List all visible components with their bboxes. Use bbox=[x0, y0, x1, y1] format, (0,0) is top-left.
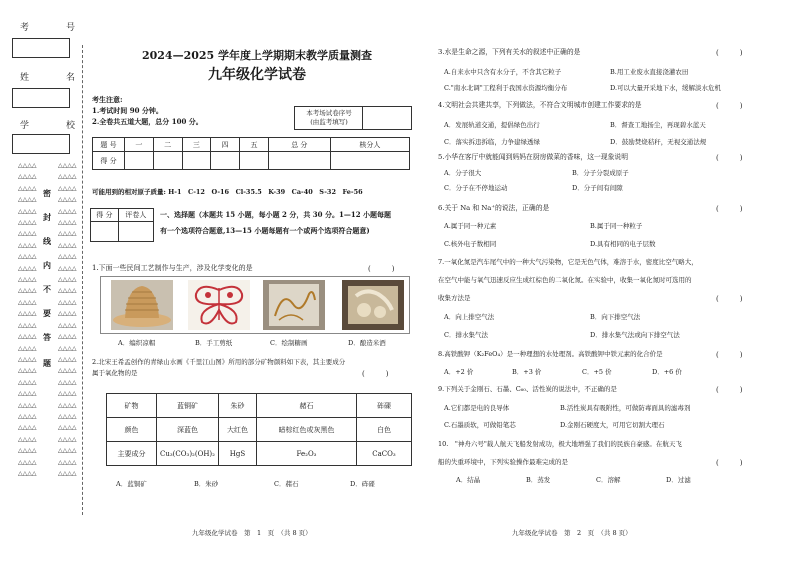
q7-option-b[interactable]: B．向下排空气法 bbox=[590, 313, 641, 321]
score-header-cell: 五 bbox=[240, 138, 269, 152]
q3-option-b[interactable]: B.用工业废水直接浇灌农田 bbox=[610, 68, 689, 76]
school-label: 学 校 bbox=[20, 121, 90, 131]
triangle-column-left: △△△△ △△△△ △△△△ △△△△ △△△△ △△△△ △△△△ △△△△ △△△△ △△△△ △△△△ △△△△ △△△△ △△△△ △△△△ △△△△ △△△△ △△△△ △△△△ △△△△ △△△△ △△△△ △△△△ △△△△ △△△△ △△△△ △△△△ △△△△ bbox=[18, 162, 37, 477]
score-cell[interactable] bbox=[153, 152, 182, 170]
q1-option-c[interactable]: C．绘制糖画 bbox=[270, 339, 308, 347]
score-header-cell: 核分人 bbox=[330, 138, 409, 152]
q2-option-c[interactable]: C．赭石 bbox=[274, 480, 299, 488]
mineral-cell: 赭石 bbox=[257, 394, 357, 418]
q2-option-d[interactable]: D．砗磲 bbox=[350, 480, 375, 488]
q6-option-d[interactable]: D.具有相同的电子层数 bbox=[590, 240, 656, 248]
note-1: 1.考试时间 90 分钟。 bbox=[92, 106, 163, 115]
seal-char: 封 bbox=[43, 212, 51, 222]
exam-no-label: 考 号 bbox=[20, 23, 90, 33]
seal-char: 不 bbox=[43, 284, 51, 294]
section1-score-box bbox=[90, 208, 154, 242]
q9-option-b[interactable]: B.活性炭具有吸附性，可做防毒面具的滤毒剂 bbox=[560, 404, 691, 412]
q3-option-c[interactable]: C."南水北调"工程利于我国水资源均衡分布 bbox=[444, 84, 568, 92]
mineral-cell: 深蓝色 bbox=[157, 418, 219, 442]
section1-score-label: 得 分 bbox=[91, 209, 119, 222]
seal-char: 密 bbox=[43, 188, 51, 198]
q6-stem: 6.关于 Na 和 Na⁺的说法，正确的是 bbox=[438, 204, 550, 212]
mineral-cell: 暗棕红色或灰黑色 bbox=[257, 418, 357, 442]
mineral-cell: CaCO₃ bbox=[357, 442, 412, 466]
mineral-cell: 主要成分 bbox=[107, 442, 157, 466]
q9-option-d[interactable]: D.金刚石硬度大，可用它切割大理石 bbox=[560, 421, 665, 429]
mineral-cell: Cu₃(CO₃)₂(OH)₂ bbox=[157, 442, 219, 466]
score-cell[interactable] bbox=[182, 152, 211, 170]
seal-char: 答 bbox=[43, 332, 51, 342]
seat-hint: (由监考填写) bbox=[310, 118, 348, 126]
q3-stem: 3.水是生命之源，下列有关水的叙述中正确的是 bbox=[438, 48, 581, 56]
q6-answer-bracket[interactable]: ( ) bbox=[716, 205, 743, 213]
q10-option-b[interactable]: B．蒸发 bbox=[526, 476, 551, 484]
q2-option-a[interactable]: A．蓝铜矿 bbox=[116, 480, 147, 488]
woven-hat-image bbox=[111, 280, 173, 330]
exam-subtitle: 九年级化学试卷 bbox=[208, 67, 306, 83]
q8-option-b[interactable]: B．+3 价 bbox=[512, 368, 542, 376]
footer-page-1: 九年级化学试卷 第 1 页 （共 8 页） bbox=[192, 529, 312, 537]
q10-option-a[interactable]: A．结晶 bbox=[456, 476, 481, 484]
q1-option-d[interactable]: D．酿造米酒 bbox=[348, 339, 386, 347]
q4-option-b[interactable]: B．督查工地扬尘，再现碧水蓝天 bbox=[610, 121, 706, 129]
q6-option-a[interactable]: A.属于同一种元素 bbox=[444, 222, 497, 230]
sugar-painting-image bbox=[263, 280, 325, 330]
q7-stem-1: 7.一氧化氮是汽车尾气中的一种大气污染物，它是无色气体，难溶于水，密度比空气略大， bbox=[438, 258, 698, 266]
score-header-cell: 题 号 bbox=[93, 138, 125, 152]
q5-answer-bracket[interactable]: ( ) bbox=[716, 154, 743, 162]
triangle-column-right: △△△△ △△△△ △△△△ △△△△ △△△△ △△△△ △△△△ △△△△ △△△△ △△△△ △△△△ △△△△ △△△△ △△△△ △△△△ △△△△ △△△△ △△△△ △△△△ △△△△ △△△△ △△△△ △△△△ △△△△ △△△△ △△△△ △△△△ △△△△ bbox=[58, 162, 77, 477]
q6-option-c[interactable]: C.核外电子数相同 bbox=[444, 240, 497, 248]
mineral-cell: 大红色 bbox=[219, 418, 257, 442]
mineral-cell: 朱砂 bbox=[219, 394, 257, 418]
q4-option-d[interactable]: D．鼓励焚烧秸秆，无视交通法规 bbox=[610, 138, 707, 146]
score-header-cell: 四 bbox=[211, 138, 240, 152]
q2-stem-2: 属于氧化物的是 bbox=[92, 369, 138, 377]
q4-option-c[interactable]: C．落实拆违拆临，力争建绿透绿 bbox=[444, 138, 540, 146]
section1-heading-1: 一、选择题（本题共 15 小题，每小题 2 分，共 30 分。1—12 小题每题 bbox=[160, 210, 392, 219]
q3-option-d[interactable]: D.可以大量开采地下水，缓解淡水危机 bbox=[610, 84, 722, 92]
note-2: 2.全卷共五道大题，总分 100 分。 bbox=[92, 117, 203, 126]
seat-label: 本考场试卷序号 bbox=[306, 109, 352, 117]
score-cell[interactable] bbox=[211, 152, 240, 170]
paper-cut-butterfly-image bbox=[188, 280, 250, 330]
seal-char: 内 bbox=[43, 260, 51, 270]
exam-title: 2024—2025 学年度上学期期末教学质量测查 bbox=[141, 49, 373, 62]
q8-answer-bracket[interactable]: ( ) bbox=[716, 351, 743, 359]
section1-score-field[interactable] bbox=[91, 222, 119, 242]
q8-option-d[interactable]: D．+6 价 bbox=[652, 368, 682, 376]
q9-option-c[interactable]: C.石墨质软，可做铅笔芯 bbox=[444, 421, 516, 429]
q4-answer-bracket[interactable]: ( ) bbox=[716, 102, 743, 110]
score-cell[interactable] bbox=[125, 152, 154, 170]
mineral-cell: 矿物 bbox=[107, 394, 157, 418]
q7-option-a[interactable]: A．向上排空气法 bbox=[444, 313, 495, 321]
score-cell[interactable] bbox=[330, 152, 409, 170]
seal-char: 线 bbox=[43, 236, 51, 246]
footer-page-2: 九年级化学试卷 第 2 页 （共 8 页） bbox=[512, 529, 632, 537]
mineral-cell: 颜色 bbox=[107, 418, 157, 442]
score-header-cell: 一 bbox=[125, 138, 154, 152]
q1-option-a[interactable]: A．编织凉帽 bbox=[118, 339, 156, 347]
q5-option-a[interactable]: A．分子很大 bbox=[444, 169, 482, 177]
q2-option-b[interactable]: B．朱砂 bbox=[194, 480, 219, 488]
school-field[interactable] bbox=[12, 134, 70, 154]
q6-option-b[interactable]: B.属于同一种粒子 bbox=[590, 222, 643, 230]
q7-option-d[interactable]: D．排水集气法或向下排空气法 bbox=[590, 331, 680, 339]
q1-answer-bracket[interactable]: ( ) bbox=[368, 265, 395, 273]
q5-option-c[interactable]: C．分子在不停地运动 bbox=[444, 184, 508, 192]
score-row-label: 得 分 bbox=[93, 152, 125, 170]
q5-option-b[interactable]: B．分子分裂成原子 bbox=[572, 169, 629, 177]
q9-answer-bracket[interactable]: ( ) bbox=[716, 386, 743, 394]
q8-stem: 8.高铁酸钾（K₂FeO₄）是一种理想的水处理剂。高铁酸钾中铁元素的化合价是 bbox=[438, 350, 663, 358]
q8-option-a[interactable]: A．+2 价 bbox=[444, 368, 474, 376]
q1-option-b[interactable]: B．手工剪纸 bbox=[195, 339, 233, 347]
q9-option-a[interactable]: A.它们都是电的良导体 bbox=[444, 404, 510, 412]
mineral-table bbox=[106, 393, 412, 466]
score-header-cell: 总 分 bbox=[268, 138, 330, 152]
score-table bbox=[92, 137, 410, 170]
score-header-cell: 二 bbox=[153, 138, 182, 152]
mineral-cell: 蓝铜矿 bbox=[157, 394, 219, 418]
q5-option-d[interactable]: D．分子间有间隙 bbox=[572, 184, 623, 192]
score-cell[interactable] bbox=[240, 152, 269, 170]
atomic-masses: 可能用到的相对原子质量: H-1 C-12 O-16 Cl-35.5 K-39 Ca-40 S-32 Fe-56 bbox=[92, 188, 363, 196]
q10-stem-2: 船的失重环境中，下列实验操作最难完成的是 bbox=[438, 458, 568, 466]
q3-option-a[interactable]: A.自来水中只含有水分子，不含其它粒子 bbox=[444, 68, 562, 76]
mineral-cell: 白色 bbox=[357, 418, 412, 442]
rice-wine-image bbox=[342, 280, 404, 330]
section1-grader-field[interactable] bbox=[118, 222, 153, 242]
notes-title: 考生注意: bbox=[92, 95, 123, 104]
seal-dashed-line bbox=[82, 45, 83, 515]
q10-stem-1: 10. "神舟六号"载人航天飞船发射成功，极大地增强了我们的民族自豪感。在航天飞 bbox=[438, 440, 682, 448]
q7-stem-3: 收集方法是 bbox=[438, 294, 471, 302]
q4-option-a[interactable]: A．发展轨道交通，提倡绿色出行 bbox=[444, 121, 540, 129]
mineral-cell: HgS bbox=[219, 442, 257, 466]
score-cell[interactable] bbox=[268, 152, 330, 170]
q10-answer-bracket[interactable]: ( ) bbox=[716, 459, 743, 467]
q8-option-c[interactable]: C．+5 价 bbox=[582, 368, 612, 376]
section1-grader-label: 评卷人 bbox=[118, 209, 153, 222]
seal-char: 要 bbox=[43, 308, 51, 318]
q9-stem: 9.下列关于金刚石、石墨、C₆₀、活性炭的说法中，不正确的是 bbox=[438, 385, 617, 393]
exam-no-field[interactable] bbox=[12, 38, 70, 58]
q2-stem-1: 2.北宋王希孟创作的青绿山水画《千里江山图》所用的部分矿物颜料如下表，其主要成分 bbox=[92, 358, 346, 366]
q4-stem: 4.文明社会共建共享，下列做法，不符合文明城市创建工作要求的是 bbox=[438, 101, 642, 109]
q7-option-c[interactable]: C．排水集气法 bbox=[444, 331, 488, 339]
seat-number-box bbox=[294, 106, 412, 130]
q2-answer-bracket[interactable]: ( ) bbox=[362, 370, 389, 378]
q1-stem: 1.下面一些民间工艺制作与生产，涉及化学变化的是 bbox=[92, 264, 253, 272]
q10-option-d[interactable]: D．过滤 bbox=[666, 476, 691, 484]
name-field[interactable] bbox=[12, 88, 70, 108]
seal-char: 题 bbox=[43, 358, 51, 368]
score-header-cell: 三 bbox=[182, 138, 211, 152]
mineral-cell: Fe₂O₃ bbox=[257, 442, 357, 466]
name-label: 姓 名 bbox=[20, 73, 90, 83]
q7-answer-bracket[interactable]: ( ) bbox=[716, 295, 743, 303]
q7-stem-2: 在空气中能与氧气迅速反应生成红棕色的二氧化氮。在实验中，收集一氧化氮时可选用的 bbox=[438, 276, 692, 284]
mineral-cell: 砗磲 bbox=[357, 394, 412, 418]
section1-heading-2: 有一个选项符合题意,13—15 小题每题有一个或两个选项符合题意) bbox=[160, 226, 370, 235]
q3-answer-bracket[interactable]: ( ) bbox=[716, 49, 743, 57]
seat-number-field[interactable] bbox=[365, 109, 409, 127]
q5-stem: 5.小华在客厅中就能闻到妈妈在厨房做菜的香味，这一现象说明 bbox=[438, 153, 628, 161]
q10-option-c[interactable]: C．溶解 bbox=[596, 476, 621, 484]
